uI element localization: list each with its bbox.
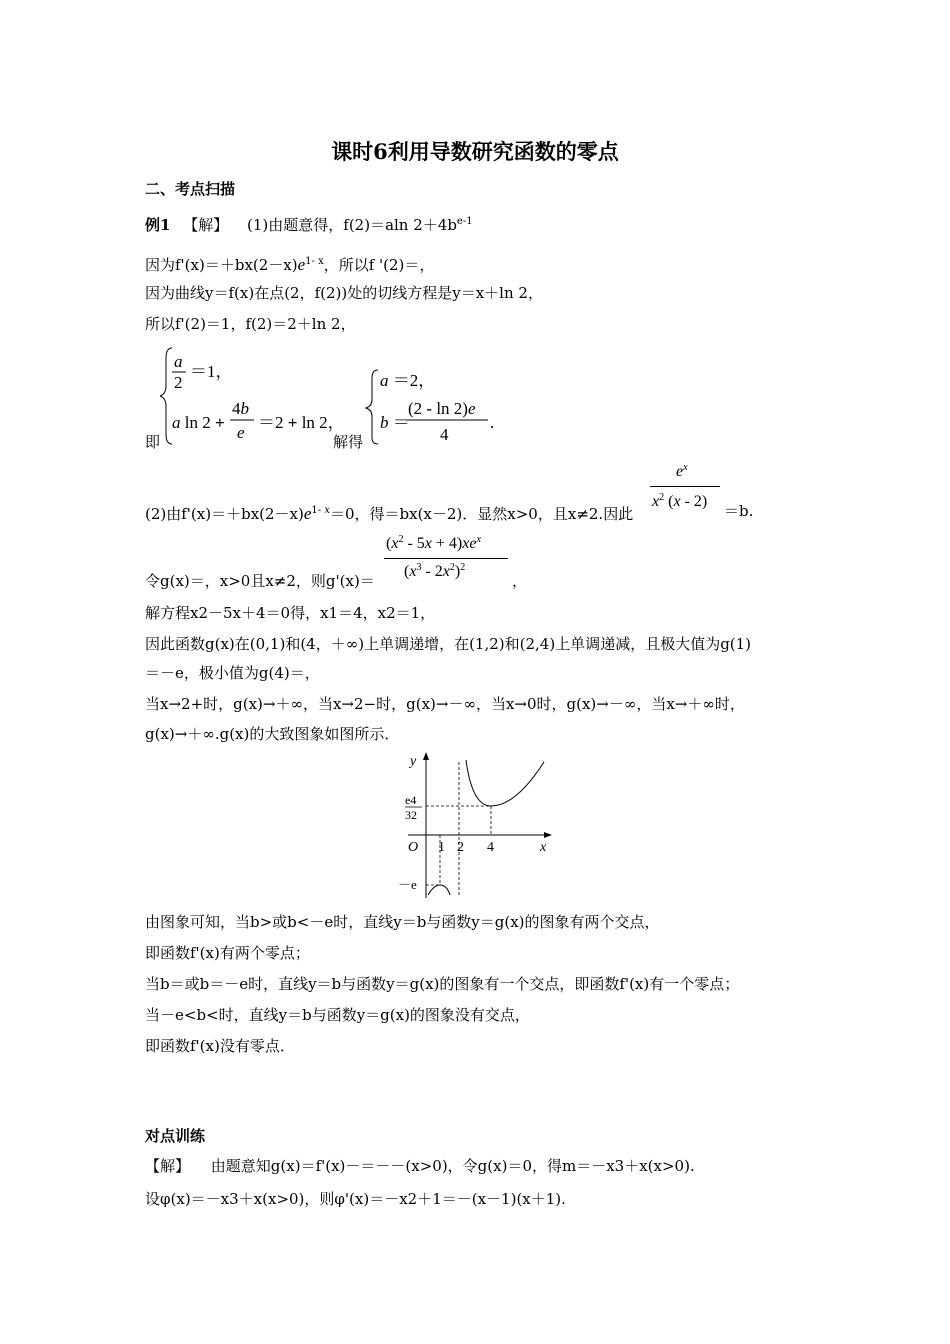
y-label-neg-e: －e bbox=[398, 877, 417, 892]
svg-text:(2 - ln 2)e: (2 - ln 2)e bbox=[408, 399, 476, 418]
exp-e-minus-1: e-1 bbox=[456, 216, 473, 227]
system-prefix: 即 bbox=[145, 433, 161, 451]
fraction-g-num: $(x^2 - 5x + 4)xe^x$ bbox=[386, 534, 481, 552]
svg-text:4: 4 bbox=[440, 425, 449, 444]
svg-text:2: 2 bbox=[174, 373, 183, 392]
example-text-6b: ， bbox=[512, 572, 528, 590]
example-line-13: 即函数f'(x)有两个零点； bbox=[145, 944, 310, 962]
example-tag: 【解】 bbox=[183, 216, 229, 234]
svg-text:＝1，: ＝1， bbox=[190, 362, 233, 381]
y-label-e4: e4 bbox=[405, 793, 417, 807]
example-line-7: 解方程x2－5x＋4＝0得，x1＝4，x2＝1， bbox=[145, 604, 436, 622]
example-text-2a: 因为f'(x)＝＋bx(2－x) bbox=[145, 256, 298, 274]
svg-text:＝2 + ln 2，: ＝2 + ln 2， bbox=[258, 413, 345, 432]
training-line-1 bbox=[145, 1156, 695, 1176]
example-text-1: (1)由题意得，f(2)＝aln 2＋4b bbox=[247, 216, 457, 234]
x-axis-label: x bbox=[540, 840, 547, 855]
svg-text:e: e bbox=[237, 423, 245, 442]
example-line-11: g(x)→＋∞.g(x)的大致图象如图所示． bbox=[145, 725, 400, 743]
example-text-5a: (2)由f'(x)＝＋bx(2－x) bbox=[145, 505, 304, 523]
example-line-12: 由图象可知，当b>或b<－e时，直线y＝b与函数y＝g(x)的图象有两个交点， bbox=[145, 913, 660, 931]
example-line-6: 令g(x)＝，x>0且x≠2，则g'(x)＝ bbox=[145, 572, 375, 590]
example-line-9: ＝－e，极小值为g(4)＝， bbox=[145, 664, 320, 682]
svg-text:a ＝2，: a ＝2， bbox=[380, 371, 436, 390]
example-text-2b: ，所以f '(2)＝， bbox=[323, 256, 435, 274]
fraction-g-bar bbox=[384, 558, 508, 559]
example-line-3: 因为曲线y＝f(x)在点(2，f(2))处的切线方程是y＝x＋ln 2， bbox=[145, 284, 543, 302]
svg-text:a ln 2 +: a ln 2 + bbox=[172, 413, 225, 432]
example-text-5c: ＝b. bbox=[724, 502, 754, 520]
example-line-16: 即函数f'(x)没有零点． bbox=[145, 1037, 295, 1055]
example-line-1 bbox=[145, 212, 473, 235]
y-label-32: 32 bbox=[405, 808, 417, 822]
example-text-5b: ＝0，得＝bx(x－2)．显然x>0，且x≠2.因此 bbox=[329, 505, 634, 523]
fraction-ex-den: $x^2$ (x - 2) bbox=[652, 492, 708, 510]
page-title: 课时6利用导数研究函数的零点 bbox=[331, 139, 619, 164]
training-line-2: 设φ(x)＝－x3＋x(x>0)，则φ'(x)＝－x2＋1＝－(x－1)(x＋1). bbox=[145, 1190, 566, 1208]
tick-4: 4 bbox=[487, 840, 494, 855]
example-line-15: 当－e<b<时，直线y＝b与函数y＝g(x)的图象没有交点， bbox=[145, 1006, 530, 1024]
fraction-ex-num: $e^x$ bbox=[676, 462, 688, 480]
exp-1-minus-x: 1- x bbox=[305, 256, 324, 267]
example-line-4: 所以f'(2)＝1，f(2)＝2＋ln 2， bbox=[145, 315, 356, 333]
example-line-2: 因为$f'(x)=+bx(2-x)e^{1- x}$，所以f '(2)＝， bbox=[145, 255, 435, 274]
example-line-10: 当x→2+时，g(x)→＋∞，当x→2−时，g(x)→－∞，当x→0时，g(x)→－∞，当x→＋∞时， bbox=[145, 695, 745, 713]
y-axis-label: y bbox=[410, 754, 417, 769]
fraction-ex-bar bbox=[650, 486, 720, 487]
svg-text:.: . bbox=[490, 413, 495, 432]
training-tag: 【解】 bbox=[145, 1157, 191, 1175]
training-heading: 对点训练 bbox=[145, 1127, 206, 1145]
function-graph bbox=[398, 750, 558, 900]
example-label: 例1 bbox=[145, 216, 171, 234]
example-line-14: 当b＝或b＝－e时，直线y＝b与函数y＝g(x)的图象有一个交点，即函数f'(x)有一个零点； bbox=[145, 975, 740, 993]
tick-1: 1 bbox=[438, 840, 445, 855]
svg-text:b ＝: b ＝ bbox=[380, 413, 410, 432]
system-middle: 解得 bbox=[333, 433, 364, 451]
example-line-8: 因此函数g(x)在(0,1)和(4，＋∞)上单调递增，在(1,2)和(2,4)上单调递减，且极大值为g(1) bbox=[145, 635, 752, 653]
svg-text:a: a bbox=[174, 352, 183, 371]
section-heading: 二、考点扫描 bbox=[145, 180, 236, 198]
example-line-5: (2)由$f'(x)=+bx(2-x)e^{1- x}=0$，得＝bx(x－2)．显然x>0，且x≠2.因此 bbox=[145, 504, 634, 523]
svg-text:4b: 4b bbox=[232, 399, 249, 418]
training-text-1: 由题意知g(x)＝f'(x)－＝－－(x>0)，令g(x)＝0，得m＝－x3＋x(x>0). bbox=[210, 1157, 695, 1175]
tick-2: 2 bbox=[457, 840, 464, 855]
origin-label: O bbox=[408, 840, 419, 855]
fraction-g-den: $(x^3 - 2x^2)^2$ bbox=[404, 562, 466, 580]
